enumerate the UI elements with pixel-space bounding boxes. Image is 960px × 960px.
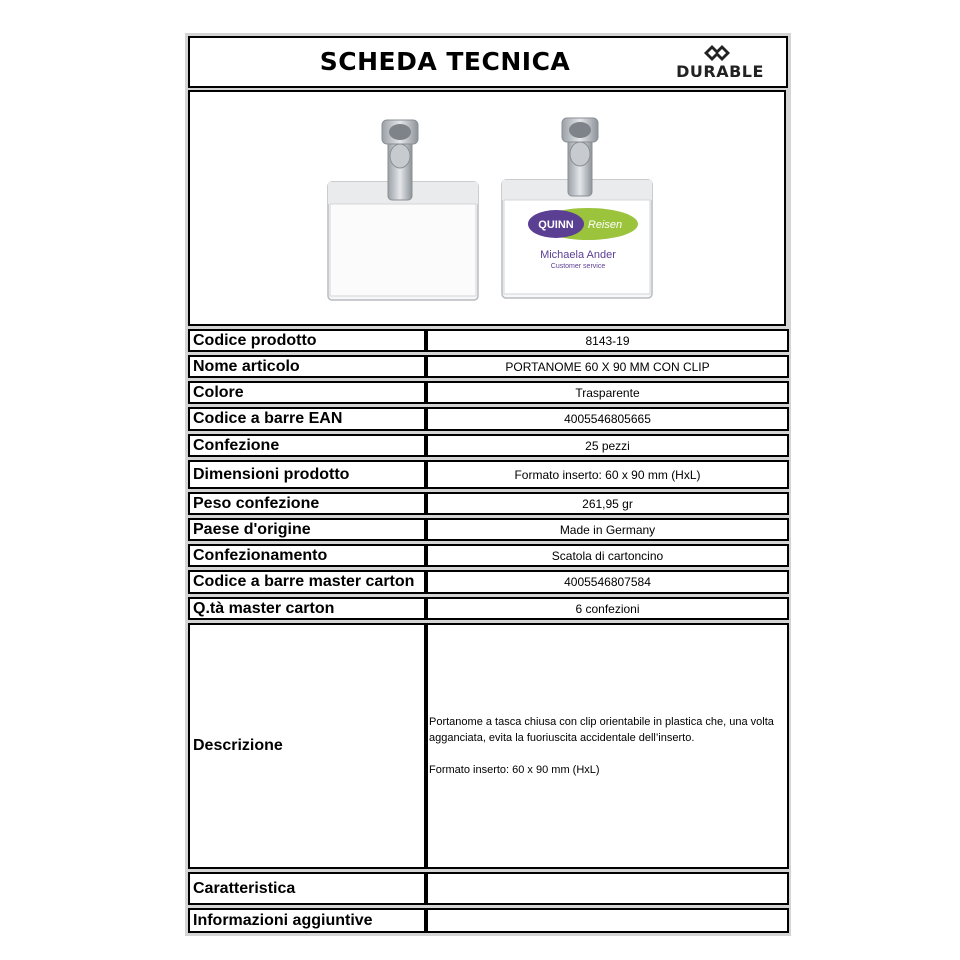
sheet-header [188,36,788,88]
insert-role: Customer service [550,263,606,270]
row-label: Confezionamento [188,544,426,567]
insert-logo-left: QUINN [538,219,574,231]
row-value: 261,95 gr [426,492,789,515]
description-value [426,623,789,869]
empty-badge-holder [328,120,478,300]
badge-holders-image [190,92,784,324]
characteristic-value [426,872,789,905]
row-value: 8143-19 [426,329,789,352]
row-label: Nome articolo [188,355,426,378]
row-label: Colore [188,381,426,404]
row-label: Peso confezione [188,492,426,515]
row-label: Q.tà master carton [188,597,426,620]
row-value: 4005546807584 [426,570,789,594]
insert-name: Michaela Ander [540,249,616,261]
row-value: 6 confezioni [426,597,789,620]
row-value: 4005546805665 [426,407,789,431]
description-label: Descrizione [188,623,426,869]
row-value: Formato inserto: 60 x 90 mm (HxL) [426,460,789,489]
row-label: Confezione [188,434,426,457]
printed-badge-holder [502,118,652,298]
description-line: Portanome a tasca chiusa con clip orientabile in plastica che, una volta [429,716,774,728]
durable-logo [660,44,780,84]
row-value: Made in Germany [426,518,789,541]
characteristic-label: Caratteristica [188,872,426,905]
additional-info-value [426,908,789,933]
durable-logo-icon [660,44,780,64]
row-label: Codice a barre master carton [188,570,426,594]
row-value: 25 pezzi [426,434,789,457]
product-photo [188,90,786,326]
additional-info-label: Informazioni aggiuntive [188,908,426,933]
description-paragraph [429,714,787,746]
row-value: Scatola di cartoncino [426,544,789,567]
row-label: Codice a barre EAN [188,407,426,431]
brand-name: DURABLE [676,62,764,81]
row-value: PORTANOME 60 X 90 MM CON CLIP [426,355,789,378]
description-format: Formato inserto: 60 x 90 mm (HxL) [429,764,600,776]
insert-logo-right: Reisen [587,219,623,231]
page-title: SCHEDA TECNICA [319,47,571,76]
row-label: Paese d'origine [188,518,426,541]
row-value: Trasparente [426,381,789,404]
description-line: agganciata, evita la fuoriuscita accidentale dell’inserto. [429,732,695,744]
row-label: Codice prodotto [188,329,426,352]
row-label: Dimensioni prodotto [188,460,426,489]
